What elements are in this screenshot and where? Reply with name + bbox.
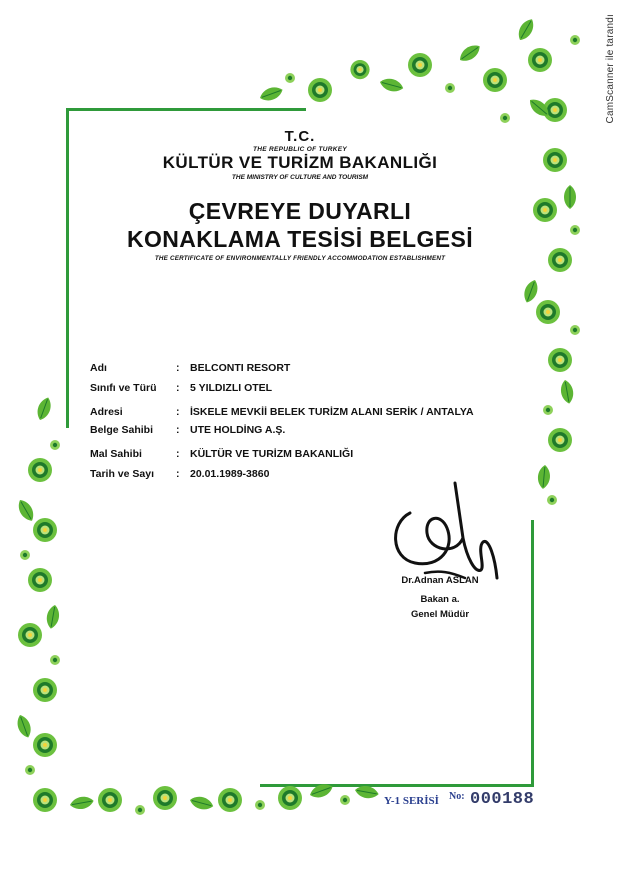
border-top-right	[258, 16, 580, 123]
serial-series: Y-1 SERİSİ	[384, 795, 439, 807]
ministry-name: KÜLTÜR VE TURİZM BAKANLIĞI	[162, 153, 438, 172]
field-row-owner	[90, 448, 353, 462]
field-colon: :	[176, 448, 180, 460]
field-label: Adı	[90, 362, 107, 374]
scanner-watermark: CamScanner ile tarandı	[605, 14, 616, 124]
border-right	[521, 148, 580, 505]
handwritten-signature	[385, 478, 515, 588]
field-value: BELCONTI RESORT	[190, 362, 291, 374]
field-label: Sınıfı ve Türü	[90, 382, 157, 394]
serial-number: 000188	[470, 790, 535, 809]
country-abbreviation: T.C.	[284, 128, 316, 145]
serial-no-label: No:	[449, 791, 465, 802]
field-row-class	[90, 382, 272, 396]
signatory-role: Bakan a.	[420, 594, 460, 605]
certificate-title-english: THE CERTIFICATE OF ENVIRONMENTALLY FRIENDLY ACCOMMODATION ESTABLISHMENT	[154, 255, 446, 262]
republic-english: THE REPUBLIC OF TURKEY	[253, 146, 347, 153]
signatory-name: Dr.Adnan ASLAN	[401, 575, 479, 586]
field-colon: :	[176, 424, 180, 436]
certificate-title-line1: ÇEVREYE DUYARLI	[188, 198, 412, 224]
field-label: Mal Sahibi	[90, 448, 142, 460]
field-value: 20.01.1989-3860	[190, 468, 270, 480]
certificate-title-line2: KONAKLAMA TESİSİ BELGESİ	[126, 226, 474, 252]
field-label: Tarih ve Sayı	[90, 468, 155, 480]
ministry-english: THE MINISTRY OF CULTURE AND TOURISM	[231, 174, 369, 181]
field-colon: :	[176, 382, 180, 394]
field-row-name	[90, 362, 290, 376]
field-value: İSKELE MEVKİİ BELEK TURİZM ALANI SERİK / ANTALYA	[190, 406, 474, 418]
field-value: UTE HOLDİNG A.Ş.	[190, 424, 286, 436]
field-label: Belge Sahibi	[90, 424, 154, 436]
field-row-address	[90, 406, 474, 420]
field-value: KÜLTÜR VE TURİZM BAKANLIĞI	[190, 448, 354, 460]
field-row-holder	[90, 424, 285, 438]
field-value: 5 YILDIZLI OTEL	[190, 382, 273, 394]
field-colon: :	[176, 362, 180, 374]
field-row-date	[90, 468, 269, 482]
field-colon: :	[176, 406, 180, 418]
border-bottom	[33, 781, 380, 815]
field-label: Adresi	[90, 406, 123, 418]
field-colon: :	[176, 468, 180, 480]
signatory-block	[380, 575, 500, 620]
border-left	[14, 395, 61, 775]
signatory-title: Genel Müdür	[410, 609, 470, 620]
